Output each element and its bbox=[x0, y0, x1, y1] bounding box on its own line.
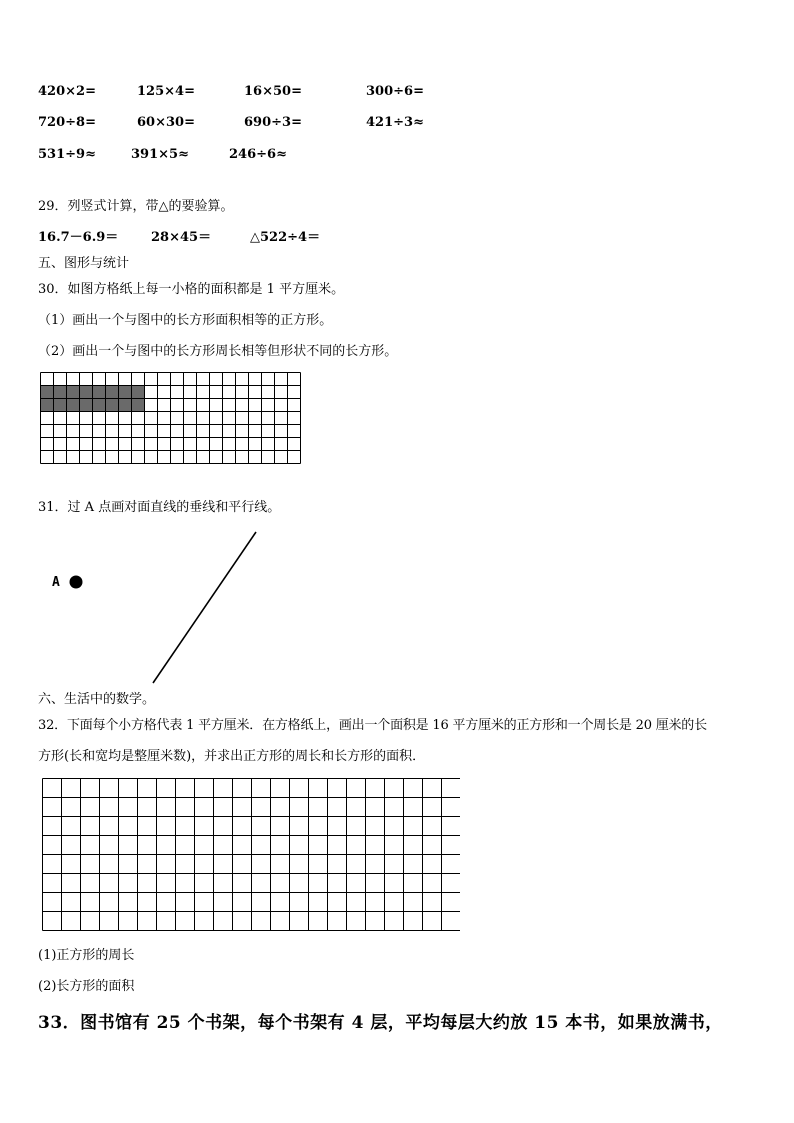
section-6-title: 六、生活中的数学。 bbox=[38, 692, 156, 707]
grid-paper-q30 bbox=[40, 372, 304, 482]
q30-title: 30．如图方格纸上每一小格的面积都是 1 平方厘米。 bbox=[38, 282, 345, 297]
q29-title: 29．列竖式计算，带△的要验算。 bbox=[38, 199, 234, 214]
calc-1-1: 420×2= bbox=[38, 84, 96, 99]
q32-line-2: 方形(长和宽均是整厘米数)，并求出正方形的周长和长方形的面积． bbox=[38, 749, 426, 764]
calc-2-3: 690÷3= bbox=[244, 115, 302, 130]
calc-2-2: 60×30= bbox=[137, 115, 195, 130]
q32-line-1: 32．下面每个小方格代表 1 平方厘米．在方格纸上，画出一个面积是 16 平方厘米的正方形和一个周长是 20 厘米的长 bbox=[38, 718, 707, 733]
q32-part-1: (1)正方形的周长 bbox=[38, 948, 135, 963]
section-5-title: 五、图形与统计 bbox=[38, 256, 130, 271]
q31-figure bbox=[60, 525, 270, 690]
q29-item-1: 16.7－6.9＝ bbox=[38, 230, 119, 245]
calc-2-4: 421÷3≈ bbox=[366, 115, 424, 130]
grid-paper-q32 bbox=[42, 778, 460, 932]
point-a-label: A bbox=[52, 575, 60, 590]
calc-1-2: 125×4= bbox=[137, 84, 195, 99]
calc-2-1: 720÷8= bbox=[38, 115, 96, 130]
q30-part-1: （1）画出一个与图中的长方形面积相等的正方形。 bbox=[38, 313, 333, 328]
calc-3-3: 246÷6≈ bbox=[229, 147, 287, 162]
calc-1-3: 16×50= bbox=[244, 84, 302, 99]
q32-part-2: (2)长方形的面积 bbox=[38, 979, 135, 994]
slanted-line bbox=[153, 532, 256, 683]
q33-text: 33．图书馆有 25 个书架，每个书架有 4 层，平均每层大约放 15 本书，如果放满书， bbox=[38, 1013, 723, 1033]
q29-item-2: 28×45＝ bbox=[151, 230, 212, 245]
q31-title: 31．过 A 点画对面直线的垂线和平行线。 bbox=[38, 500, 281, 515]
q30-part-2: （2）画出一个与图中的长方形周长相等但形状不同的长方形。 bbox=[38, 344, 398, 359]
calc-3-2: 391×5≈ bbox=[131, 147, 189, 162]
calc-3-1: 531÷9≈ bbox=[38, 147, 96, 162]
q29-item-3: △522÷4＝ bbox=[250, 230, 321, 245]
calc-1-4: 300÷6= bbox=[366, 84, 424, 99]
point-a bbox=[70, 576, 83, 589]
